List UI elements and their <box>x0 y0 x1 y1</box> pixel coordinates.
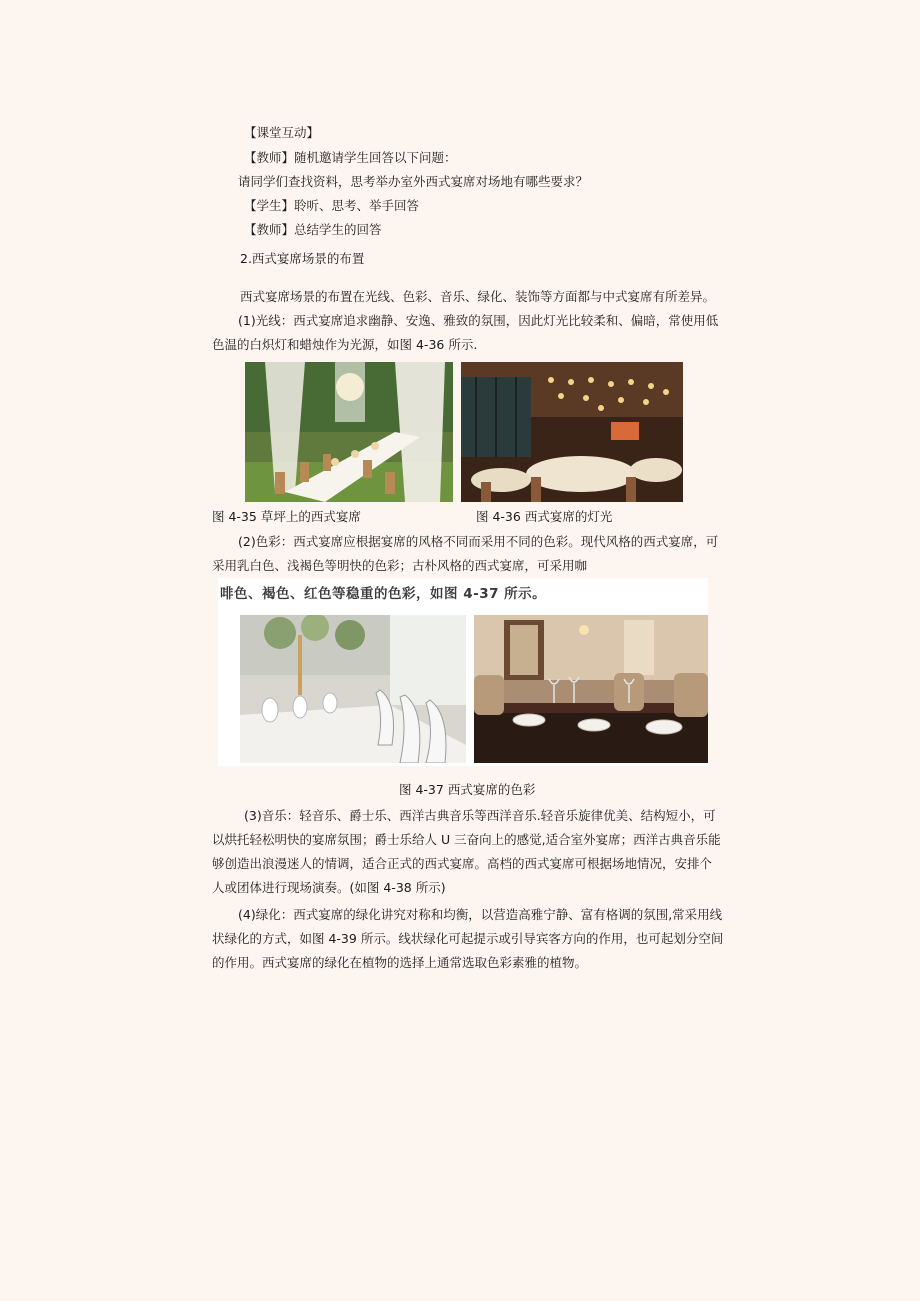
lighting-paragraph-line1: (1)光线：西式宴席追求幽静、安逸、雅致的氛围，因此灯光比较柔和、偏暗，常使用低 <box>238 313 719 328</box>
color-continuation-text: 啡色、褐色、红色等稳重的色彩，如图 4-37 所示。 <box>220 586 547 602</box>
greening-paragraph-line1: (4)绿化：西式宴席的绿化讲究对称和均衡，以营造高雅宁静、富有格调的氛围,常采用线 <box>238 907 723 922</box>
banquet-lighting-photo <box>461 362 683 502</box>
teacher-prompt: 【教师】随机邀请学生回答以下问题： <box>244 150 457 165</box>
greening-paragraph-line3: 的作用。西式宴席的绿化在植物的选择上通常选取色彩素雅的植物。 <box>212 955 588 970</box>
student-response: 【学生】聆听、思考、举手回答 <box>244 198 420 213</box>
color-paragraph-line2: 采用乳白色、浅褐色等明快的色彩；古朴风格的西式宴席，可采用咖 <box>212 558 588 573</box>
music-paragraph-line3: 够创造出浪漫迷人的情调，适合正式的西式宴席。高档的西式宴席可根据场地情况，安排个 <box>212 856 713 871</box>
teacher-summary: 【教师】总结学生的回答 <box>244 222 382 237</box>
music-paragraph-line4: 人或团体进行现场演奏。(如图 4-38 所示) <box>212 880 446 895</box>
question-text: 请同学们查找资料，思考举办室外西式宴席对场地有哪些要求？ <box>238 174 589 189</box>
music-paragraph-line1: (3)音乐：轻音乐、爵士乐、西洋古典音乐等西洋音乐.轻音乐旋律优美、结构短小，可 <box>244 808 716 823</box>
lighting-paragraph-line2: 色温的白炽灯和蜡烛作为光源，如图 4-36 所示. <box>212 337 478 352</box>
music-paragraph-line2: 以烘托轻松明快的宴席氛围；爵士乐给人 U 三奋向上的感觉,适合室外宴席；西洋古典音乐能 <box>212 832 721 847</box>
lawn-banquet-photo <box>245 362 453 502</box>
modern-table-photo <box>240 615 466 763</box>
figure-4-36-caption: 图 4-36 西式宴席的灯光 <box>476 509 613 524</box>
greening-paragraph-line2: 状绿化的方式，如图 4-39 所示。线状绿化可起提示或引导宾客方向的作用，也可起划分空间 <box>212 931 724 946</box>
classic-table-photo <box>474 615 708 763</box>
interaction-heading: 【课堂互动】 <box>244 125 320 140</box>
intro-paragraph: 西式宴席场景的布置在光线、色彩、音乐、绿化、装饰等方面都与中式宴席有所差异。 <box>240 289 716 304</box>
figure-4-37-caption: 图 4-37 西式宴席的色彩 <box>399 782 536 797</box>
figure-4-35-caption: 图 4-35 草坪上的西式宴席 <box>212 509 361 524</box>
section-title: 2.西式宴席场景的布置 <box>240 251 365 266</box>
color-paragraph-line1: (2)色彩：西式宴席应根据宴席的风格不同而采用不同的色彩。现代风格的西式宴席，可 <box>238 534 719 549</box>
